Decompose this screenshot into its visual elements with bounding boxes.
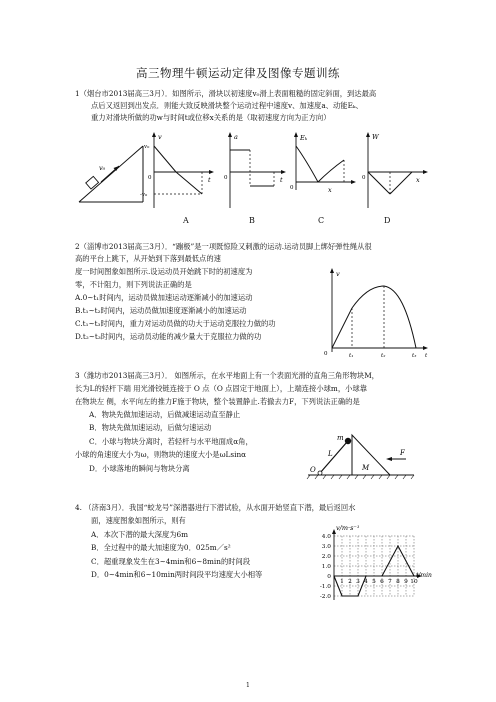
q1-option-b: B xyxy=(249,216,255,225)
q2-option-d: D.t₂~t₃时间内，运动员动能的减少量大于克服拉力做的功 xyxy=(75,332,262,341)
q4-ytick-label: 1.0 xyxy=(321,564,331,570)
graph-a-y-label: v xyxy=(158,133,162,141)
q3-O-label: O xyxy=(310,466,316,474)
q4-xtick-label: 10 xyxy=(410,579,418,585)
graph-a-origin: 0 xyxy=(148,175,152,181)
q4-option-b: B．全过程中的最大加速度为0．025m／s² xyxy=(91,543,231,552)
q2-graph-t2: t₂ xyxy=(381,353,386,359)
q2-graph-x-label: t xyxy=(425,353,428,359)
q3-option-a: A．物块先做加速运动，后做减速运动直至静止 xyxy=(89,410,241,419)
q4-xtick-label: 2 xyxy=(348,579,352,585)
q4-data-point xyxy=(333,575,334,576)
q1-option-a: A xyxy=(183,216,189,225)
page-title: 高三物理牛顿运动定律及图像专题训练 xyxy=(136,66,340,80)
q4-xtick-label: 6 xyxy=(380,579,384,585)
graph-d-origin: 0 xyxy=(362,175,366,181)
q2-line-3: 度一时间图象如图所示.设运动员开始跳下时的初速度为 xyxy=(75,267,253,276)
q3-line-1: 3（潍坊市2013届高三3月）． 如图所示，在水平地面上有一个表面光滑的直角三角形物块M， xyxy=(75,371,379,380)
graph-a-x-label: t xyxy=(208,176,211,184)
q2-line-4: 零，不计阻力，则下列说法正确的是 xyxy=(75,280,192,289)
q4-line-2: 面，速度图象如图所示，则有 xyxy=(91,516,186,525)
q1-v0-label: v₀ xyxy=(99,164,106,172)
q2-graph-origin: 0 xyxy=(324,351,328,357)
graph-c-origin: 0 xyxy=(290,185,294,191)
q1-option-d: D xyxy=(384,216,391,225)
q4-ytick-label: -2.0 xyxy=(319,594,331,600)
q3-option-d: D．小球落地的瞬间与物块分离 xyxy=(89,464,190,473)
q2-line-2: 高的平台上跳下，从开始到下落到最低点的速 xyxy=(75,254,221,263)
page-number: 1 xyxy=(246,682,250,689)
q4-data-point xyxy=(413,575,414,576)
q3-option-b: B．物块先做加速运动，后做匀速运动 xyxy=(89,423,212,432)
q4-xtick-label: 1 xyxy=(340,579,344,585)
q4-option-d: D．0~4min和6~10min两时间段平均速度大小相等 xyxy=(91,570,263,579)
q4-xtick-label: 9 xyxy=(404,579,408,585)
q1-incline-figure xyxy=(75,136,147,208)
q4-xtick-label: 7 xyxy=(388,579,392,585)
q4-xtick-label: 4 xyxy=(364,579,368,585)
q3-line-3: 在物块左 侧，水平向左的推力F施于物块，整个装置静止.若撤去力F，下列说法正确的是 xyxy=(75,397,360,406)
q2-option-b: B.t₁~t₂时间内，运动员做加速度逐渐减小的加速运动 xyxy=(75,306,247,315)
q2-option-a: A.0~t₁时间内，运动员做加速运动逐渐减小的加速运动 xyxy=(75,293,253,302)
q4-chart-xlabel: t/min xyxy=(416,572,432,579)
q1-graph-c xyxy=(288,130,360,212)
q4-line-1: 4. （济南3月）．我国“蛟龙号”深潜器进行下潜试验，从水面开始竖直下潜，最后返回水 xyxy=(75,503,356,512)
graph-b-origin: 0 xyxy=(224,175,228,181)
graph-c-y-label: Eₖ xyxy=(300,134,308,142)
q3-option-c: C．小球与物块分离时，若轻杆与水平地面成α角， xyxy=(89,437,253,446)
q3-m-label: m xyxy=(337,434,344,442)
q4-velocity-chart xyxy=(292,522,442,604)
q1-option-c: C xyxy=(318,216,325,225)
graph-b-x-label: t xyxy=(280,176,283,184)
graph-c-x-label: x xyxy=(328,186,332,194)
q4-xtick-label: 3 xyxy=(356,579,360,585)
q2-line-1: 2（淄博市2013届高三3月）．“蹦极”是一项既惊险又刺激的运动.运动员脚上绑好弹性绳从很 xyxy=(75,242,372,251)
q4-ytick-label: 2.0 xyxy=(321,554,331,560)
q4-chart-ylabel: v/m·s⁻¹ xyxy=(336,524,360,532)
q4-option-a: A．本次下潜的最大深度为6m xyxy=(91,530,189,539)
q4-data-point xyxy=(341,595,342,596)
q4-data-point xyxy=(357,595,358,596)
graph-b-y-label: a xyxy=(234,133,238,141)
q1-line-2: 点后又返回到出发点．则能大致反映滑块整个运动过程中速度v、加速度a、动能Eₖ、 xyxy=(91,101,363,110)
q3-F-label: F xyxy=(400,449,405,457)
q2-option-c: C.t₁~t₃时间内，重力对运动员做的功大于运动克服拉力做的功 xyxy=(75,319,276,328)
q2-vt-graph xyxy=(322,264,434,360)
q1-line-3: 重力对滑块所做的功w与时间t或位移x关系的是（取初速度方向为正方向） xyxy=(91,113,331,122)
q4-data-point xyxy=(381,575,382,576)
graph-a-v0: v₀ xyxy=(144,144,150,150)
q4-ytick-label: -1.0 xyxy=(319,584,331,590)
q4-data-point xyxy=(365,575,366,576)
q4-ytick-label: 0 xyxy=(327,574,331,580)
q3-line-2: 长为L的轻杆下端 用光滑铰链连接于 O 点（O 点固定于地面上），上端连接小球m，小球靠 xyxy=(75,384,368,393)
q4-xtick-label: 5 xyxy=(372,579,376,585)
q1-graph-d xyxy=(360,130,432,212)
q3-figure xyxy=(306,428,418,480)
graph-d-x-label: x xyxy=(416,176,420,184)
q4-ytick-label: 3.0 xyxy=(321,544,331,550)
q2-graph-y-label: v xyxy=(336,270,340,278)
q4-data-point xyxy=(397,545,398,546)
q3-option-c-cont: 小球的角速度大小为ω，则物块的速度大小是ωLsinα xyxy=(75,450,247,459)
q4-xtick-label: 8 xyxy=(396,579,400,585)
q3-M-label: M xyxy=(362,464,370,472)
q1-graph-b xyxy=(222,130,290,212)
q2-graph-t3: t₃ xyxy=(412,353,417,359)
q2-graph-t1: t₁ xyxy=(349,353,354,359)
q1-graph-a xyxy=(140,130,218,212)
q4-option-c: C．超重现象发生在3~4min和6~8min的时间段 xyxy=(91,557,251,566)
q1-line-1: 1（烟台市2013届高三3月）．如图所示，滑块以初速度v₀滑上表面粗糙的固定斜面，到达最高 xyxy=(75,89,377,98)
q3-L-label: L xyxy=(328,450,333,458)
q4-ytick-label: 4.0 xyxy=(321,534,331,540)
graph-a-neg-v0: -v₀ xyxy=(140,192,148,198)
graph-d-y-label: W xyxy=(372,133,379,141)
